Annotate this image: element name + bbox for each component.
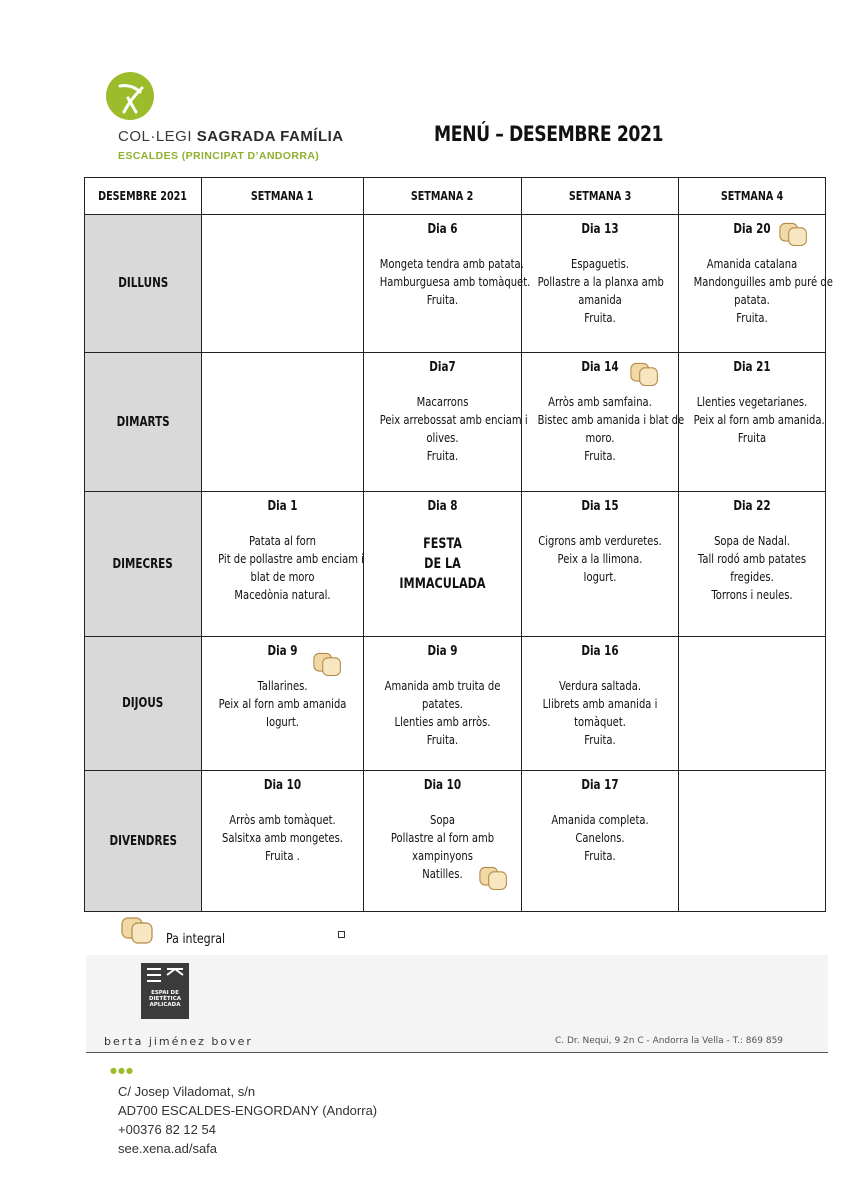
menu-cell	[364, 215, 531, 353]
week-header: SETMANA 3	[522, 178, 679, 215]
dish-item: Fruita .	[265, 848, 300, 863]
dish-item: Natilles.	[422, 866, 463, 881]
dish-item: xampinyons	[412, 848, 473, 863]
menu-row	[85, 637, 826, 771]
dish-list	[693, 393, 825, 447]
day-name-cell	[85, 215, 202, 353]
dish-item: Cigrons amb verduretes.	[538, 533, 662, 548]
holiday-line: FESTA	[423, 536, 462, 552]
menu-row	[85, 771, 826, 912]
day-name: DIMECRES	[112, 556, 174, 572]
menu-cell	[679, 215, 833, 353]
day-number: Dia 1	[267, 499, 298, 514]
menu-row	[85, 492, 826, 637]
day-name-cell	[85, 771, 202, 912]
dish-item: Bistec amb amanida i blat de	[537, 412, 685, 427]
dish-item: Arròs amb tomàquet.	[229, 812, 336, 827]
dish-item: tomàquet.	[574, 714, 626, 729]
day-name: DILLUNS	[117, 276, 169, 291]
dish-item: Tall rodó amb patates	[697, 551, 807, 566]
dish-item: Fruita.	[426, 448, 459, 463]
dish-item: fregides.	[730, 569, 774, 584]
dish-item: Amanida amb truita de	[384, 678, 501, 693]
dish-item: Macedònia natural.	[234, 587, 331, 602]
dish-item: patates.	[422, 696, 463, 711]
menu-cell	[364, 637, 522, 771]
menu-row	[85, 215, 826, 353]
dish-item: Llenties vegetarianes.	[696, 394, 808, 409]
dish-list	[538, 532, 663, 586]
day-number: Dia 17	[581, 778, 619, 793]
menu-cell	[202, 353, 364, 492]
dish-item: Amanida catalana	[706, 256, 798, 271]
bread-icon	[630, 361, 660, 387]
menu-cell	[202, 492, 364, 637]
day-number: Dia 15	[581, 499, 619, 514]
footer-dots-icon: ●●●	[110, 1066, 134, 1075]
menu-row	[85, 353, 826, 492]
dish-item: Peix a la llimona.	[557, 551, 643, 566]
dish-item: Patata al forn	[249, 533, 316, 548]
school-logo	[106, 72, 154, 120]
day-name-cell	[85, 637, 202, 771]
week-header: SETMANA 2	[364, 178, 522, 215]
day-number: Dia 10	[263, 778, 302, 793]
day-number: Dia 8	[427, 499, 458, 514]
menu-cell	[522, 771, 679, 912]
dish-item: Peix al forn amb amanida	[218, 696, 347, 711]
nutritionist-address: C. Dr. Nequi, 9 2n C - Andorra la Vella - T.: 869 859	[555, 1036, 784, 1046]
dish-list	[218, 677, 347, 731]
dish-item: Amanida completa.	[551, 812, 649, 827]
dish-list	[379, 255, 531, 309]
dish-item: Fruita.	[584, 448, 616, 463]
dish-item: Pollastre al forn amb	[390, 830, 495, 845]
day-number: Dia 16	[581, 644, 619, 659]
bread-icon	[779, 221, 809, 247]
day-number: Dia 13	[581, 222, 619, 237]
checkbox-square	[338, 931, 345, 938]
menu-cell	[679, 771, 826, 912]
day-number: Dia 9	[267, 644, 298, 659]
dish-item: Llibrets amb amanida i	[542, 696, 658, 711]
bread-icon	[313, 651, 343, 677]
dish-item: Canelons.	[575, 830, 625, 845]
menu-cell	[679, 637, 826, 771]
menu-cell	[679, 492, 826, 637]
menu-cell	[522, 215, 679, 353]
dish-list	[218, 532, 364, 604]
dish-list	[694, 532, 811, 604]
dish-item: Verdura saltada.	[558, 678, 642, 693]
day-number: Dia 21	[733, 360, 771, 375]
table-header-row	[85, 178, 826, 215]
day-number: Dia 20	[733, 222, 771, 237]
school-address	[118, 1082, 377, 1158]
dish-item: Tallarines.	[257, 678, 308, 693]
dish-item: Peix arrebossat amb enciam i	[379, 412, 528, 427]
nutritionist-logo-text: ESPAI DE DIETÈTICA APLICADA	[149, 990, 181, 1008]
dish-item: Pit de pollastre amb enciam i	[218, 551, 364, 566]
dish-item: Hamburguesa amb tomàquet.	[379, 274, 531, 289]
day-name-cell	[85, 353, 202, 492]
dish-list	[538, 677, 663, 749]
dish-item: Fruita.	[426, 292, 459, 307]
corner-header: DESEMBRE 2021	[85, 178, 202, 215]
bread-icon	[479, 865, 509, 891]
day-name: DIMARTS	[116, 414, 170, 430]
nutritionist-name: berta jiménez bover	[104, 1035, 253, 1048]
day-number: Dia7	[429, 360, 456, 375]
dish-list	[693, 255, 833, 327]
day-number: Dia 22	[733, 499, 771, 514]
menu-cell	[364, 353, 528, 492]
dish-item: Pollastre a la planxa amb	[537, 274, 664, 289]
day-name: DIVENDRES	[109, 833, 177, 849]
dish-item: Macarrons	[416, 394, 469, 409]
dish-item: Iogurt.	[266, 714, 299, 729]
day-number: Dia 9	[427, 644, 458, 659]
dish-item: Espaguetis.	[571, 256, 629, 271]
phone-line: +00376 82 12 54	[118, 1122, 216, 1137]
dish-list	[380, 677, 506, 749]
week-header: SETMANA 4	[679, 178, 826, 215]
dish-item: Torrons i neules.	[711, 587, 793, 602]
dish-item: Iogurt.	[583, 569, 617, 584]
menu-cell	[364, 492, 522, 637]
school-location: ESCALDES (PRINCIPAT D’ANDORRA)	[118, 150, 320, 162]
menu-cell	[202, 771, 364, 912]
dish-item: patata.	[734, 292, 770, 307]
menu-cell	[364, 771, 522, 912]
dish-item: Fruita	[737, 430, 767, 445]
dish-item: Fruita.	[426, 732, 459, 747]
holiday-label	[380, 534, 506, 594]
address-line: C/ Josep Viladomat, s/n	[118, 1084, 256, 1099]
menu-table	[84, 177, 833, 912]
dish-item: Peix al forn amb amanida.	[693, 412, 825, 427]
dish-list	[218, 811, 347, 865]
dish-item: Llenties amb arròs.	[394, 714, 491, 729]
dish-item: Fruita.	[584, 732, 616, 747]
website-line[interactable]: see.xena.ad/safa	[118, 1141, 218, 1156]
dish-item: olives.	[426, 430, 459, 445]
dish-list	[538, 255, 663, 327]
day-name: DIJOUS	[122, 696, 164, 711]
dish-item: Sopa	[430, 812, 455, 827]
menu-cell	[522, 492, 679, 637]
dish-item: Fruita.	[584, 310, 616, 325]
bread-icon	[121, 916, 155, 948]
dish-item: Salsitxa amb mongetes.	[222, 830, 343, 845]
day-number: Dia 6	[427, 222, 458, 237]
legend-label: Pa integral	[166, 932, 226, 947]
holiday-line: IMMACULADA	[399, 576, 486, 592]
menu-cell	[202, 637, 364, 771]
menu-cell	[522, 637, 679, 771]
dish-list	[538, 811, 663, 865]
dish-list	[537, 393, 685, 465]
stamp-divider	[86, 1052, 828, 1053]
dish-item: Fruita.	[584, 848, 616, 863]
day-number: Dia 14	[581, 360, 619, 375]
page-title: MENÚ – DESEMBRE 2021	[434, 122, 664, 146]
dish-item: Mandonguilles amb puré de	[693, 274, 833, 289]
dish-item: moro.	[585, 430, 615, 445]
menu-cell	[202, 215, 364, 353]
menu-cell	[522, 353, 685, 492]
holiday-line: DE LA	[424, 556, 461, 572]
dish-item: Mongeta tendra amb patata.	[379, 256, 524, 271]
dish-item: amanida	[578, 292, 622, 307]
dish-item: Sopa de Nadal.	[714, 533, 790, 548]
address-line: AD700 ESCALDES-ENGORDANY (Andorra)	[118, 1103, 378, 1118]
day-number: Dia 10	[423, 778, 462, 793]
dish-item: blat de moro	[250, 569, 315, 584]
menu-cell	[679, 353, 826, 492]
day-name-cell	[85, 492, 202, 637]
week-header: SETMANA 1	[202, 178, 364, 215]
dish-item: Arròs amb samfaina.	[548, 394, 652, 409]
dish-list	[379, 393, 528, 465]
dish-item: Fruita.	[736, 310, 768, 325]
school-logo-mark	[106, 72, 154, 120]
school-name: COL·LEGI SAGRADA FAMÍLIA	[118, 128, 344, 145]
